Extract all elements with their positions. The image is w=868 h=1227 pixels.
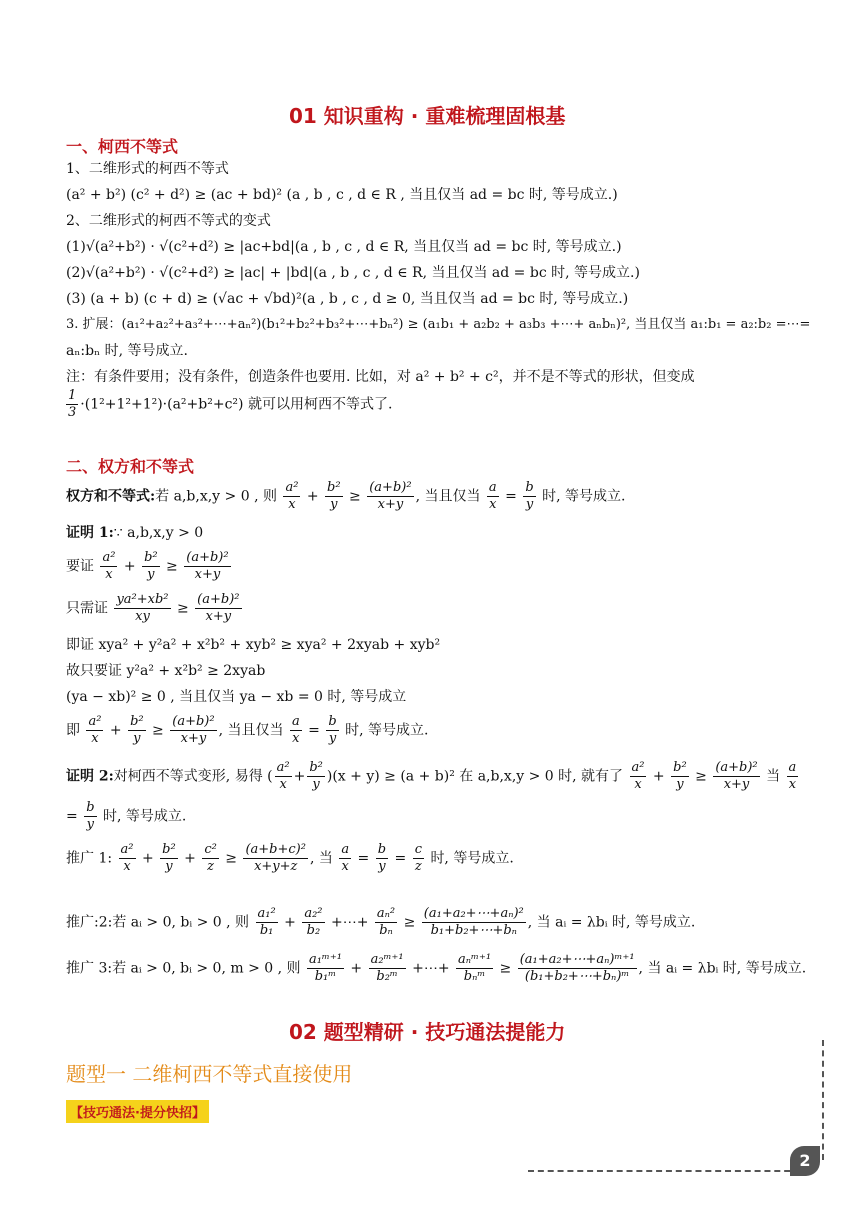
proof-1-step-2: 只需证 $\frac{\text{ya²+xb²}}{xy}$ ≥ $\frac{\text{(a+b)²}}{x+y}$ bbox=[66, 592, 240, 624]
section1-title: 01 知识重构 · 重难梳理固根基 bbox=[289, 104, 566, 128]
dashed-border-vertical bbox=[822, 1040, 824, 1160]
proof-1-step-4: 故只要证 y²a² + x²b² ≥ 2xyab bbox=[66, 663, 266, 679]
cauchy-line-6: (3) (a + b) (c + d) ≥ (√ac + √bd)²(a , b , c , d ≥ 0, 当且仅当 ad = bc 时, 等号成立.) bbox=[66, 291, 629, 307]
proof-1-step-1: 要证 $\frac{\text{a²}}{x}$ + $\frac{\text{b²}}{y}$ ≥ $\frac{\text{(a+b)²}}{x+y}$ bbox=[66, 550, 229, 582]
type-1-heading: 题型一 二维柯西不等式直接使用 bbox=[66, 1062, 353, 1086]
proof-1-conclusion: 即 $\frac{\text{a²}}{x}$ + $\frac{\text{b²}}{y}$ ≥ $\frac{\text{(a+b)²}}{x+y}$ , 当且仅当 $\frac{a}{x}$ = $\frac{b}{y}$ 时, 等号成立. bbox=[66, 714, 429, 746]
generalization-3: 推广 3:若 aᵢ > 0, bᵢ > 0, m > 0 , 则 $\frac{\text{a₁ᵐ⁺¹}}{\text{b₁ᵐ}}$ + $\frac{\text{a₂ᵐ⁺¹}}{\text{b₂ᵐ}}$ +⋯+ $\frac{\text{aₙᵐ⁺¹}}{\text{bₙᵐ}}$ ≥ $\frac{\text{(a₁+a₂+⋯+aₙ)ᵐ⁺¹}}{\text{(b₁+b₂+⋯+bₙ)ᵐ}}$ , 当 aᵢ = λbᵢ 时, 等号成立. bbox=[66, 952, 807, 984]
proof-1-step-5: (ya − xb)² ≥ 0 , 当且仅当 ya − xb = 0 时, 等号成立 bbox=[66, 689, 407, 705]
cauchy-heading: 一、柯西不等式 bbox=[66, 137, 179, 156]
proof-1: 证明 1:∵ a,b,x,y > 0 bbox=[66, 525, 204, 541]
page-number: 2 bbox=[790, 1146, 820, 1176]
cauchy-line-7: 3. 扩展：(a₁²+a₂²+a₃²+⋯+aₙ²)(b₁²+b₂²+b₃²+⋯+bₙ²) ≥ (a₁b₁ + a₂b₂ + a₃b₃ +⋯+ aₙbₙ)², 当且仅当 a₁:b₁ = a₂:b₂ =⋯= bbox=[66, 317, 811, 332]
section2-title: 02 题型精研 · 技巧通法提能力 bbox=[289, 1020, 566, 1044]
power-heading: 二、权方和不等式 bbox=[66, 457, 195, 476]
proof-2: 证明 2:对柯西不等式变形, 易得 ( $\frac{\text{a²}}{x}$ + $\frac{\text{b²}}{y}$ )(x + y) ≥ (a + b)² 在 a,b,x,y > 0 时, 就有了 $\frac{\text{a²}}{x}$ + $\frac{\text{b²}}{y}$ ≥ $\frac{\text{(a+b)²}}{x+y}$ 当 $\frac{a}{x}$ bbox=[66, 760, 797, 792]
cauchy-line-5: (2)√(a²+b²) · √(c²+d²) ≥ |ac| + |bd|(a , b , c , d ∈ R, 当且仅当 ad = bc 时, 等号成立.) bbox=[66, 265, 640, 281]
power-definition: 权方和不等式:若 a,b,x,y > 0 , 则 $\frac{\text{a²}}{x}$ + $\frac{\text{b²}}{y}$ ≥ $\frac{\text{(a+b)²}}{x+y}$ , 当且仅当 $\frac{a}{x}$ = $\frac{b}{y}$ 时, 等号成立. bbox=[66, 480, 626, 512]
cauchy-line-2: (a² + b²) (c² + d²) ≥ (ac + bd)² (a , b , c , d ∈ R , 当且仅当 ad = bc 时, 等号成立.) bbox=[66, 187, 618, 203]
cauchy-note-2: $\frac{1}{3}$ ·(1²+1²+1²)·(a²+b²+c²) 就可以用柯西不等式了. bbox=[68, 388, 393, 420]
cauchy-line-8: aₙ:bₙ 时, 等号成立. bbox=[66, 343, 188, 359]
cauchy-note: 注：有条件要用；没有条件，创造条件也要用. 比如，对 a² + b² + c²，并不是不等式的形状，但变成 bbox=[66, 369, 695, 385]
cauchy-line-1: 1、二维形式的柯西不等式 bbox=[66, 161, 229, 177]
proof-2-end: = $\frac{b}{y}$ 时, 等号成立. bbox=[66, 800, 187, 832]
generalization-2: 推广:2:若 aᵢ > 0, bᵢ > 0 , 则 $\frac{\text{a₁²}}{\text{b₁}}$ + $\frac{\text{a₂²}}{\text{b₂}}$ +⋯+ $\frac{\text{aₙ²}}{\text{bₙ}}$ ≥ $\frac{\text{(a₁+a₂+⋯+aₙ)²}}{\text{b₁+b₂+⋯+bₙ}}$ , 当 aᵢ = λbᵢ 时, 等号成立. bbox=[66, 906, 696, 938]
generalization-1: 推广 1: $\frac{\text{a²}}{x}$ + $\frac{\text{b²}}{y}$ + $\frac{\text{c²}}{z}$ ≥ $\frac{\text{(a+b+c)²}}{x+y+z}$ , 当 $\frac{a}{x}$ = $\frac{b}{y}$ = $\frac{c}{z}$ 时, 等号成立. bbox=[66, 842, 514, 874]
cauchy-line-3: 2、二维形式的柯西不等式的变式 bbox=[66, 213, 271, 229]
proof-1-step-3: 即证 xya² + y²a² + x²b² + xyb² ≥ xya² + 2xyab + xyb² bbox=[66, 637, 441, 653]
dashed-border-horizontal bbox=[528, 1170, 800, 1172]
tip-badge: 【技巧通法·提分快招】 bbox=[66, 1100, 209, 1123]
cauchy-line-4: (1)√(a²+b²) · √(c²+d²) ≥ |ac+bd|(a , b , c , d ∈ R, 当且仅当 ad = bc 时, 等号成立.) bbox=[66, 239, 622, 255]
